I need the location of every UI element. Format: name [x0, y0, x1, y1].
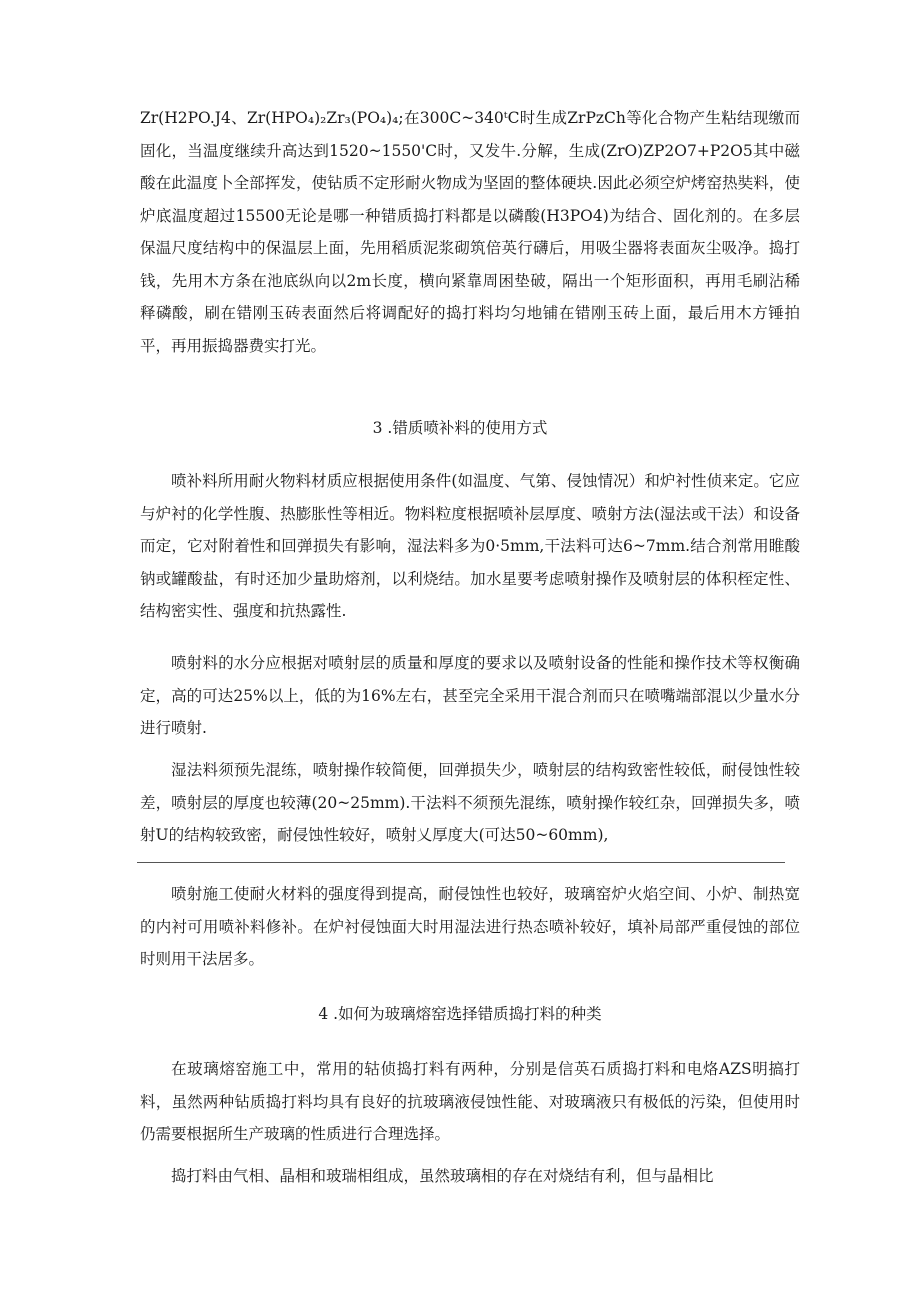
- paragraph-wet-dry-method: 湿法料须预先混练，喷射操作较简便，回弹损失少，喷射层的结构致密性较低，耐侵蚀性较差，喷射层的厚度也较薄(20~25mm).干法料不须预先混练，喷射操作较红杂，回弹损失多，喷射U的结构较致密，耐侵蚀性较好，喷射乂厚度大(可达50~60mm),: [140, 761, 800, 844]
- paragraph-ramming-phases: 捣打料由气相、晶相和玻瑞相组成，虽然玻璃相的存在对烧结有利，但与晶相比: [171, 1167, 714, 1185]
- paragraph-ramming-types: 在玻璃熔窑施工中，常用的轱侦捣打料有两种，分别是信英石质捣打料和电烙AZS明搞打料，虽然两种钻质捣打料均具有良好的抗玻璃液侵蚀性能、对玻璃液只有极低的污染，但使用时仍需要根据所生产玻璃的性质进行合理选择。: [140, 1060, 800, 1143]
- section-heading-4: 4 .如何为玻璃熔窑选择错质捣打料的种类: [318, 1005, 602, 1023]
- paragraph-spray-construction: 喷射施工使耐火材料的强度得到提高，耐侵蚀性也较好，玻璃窑炉火焰空间、小炉、制热宽的内衬可用喷补料修补。在炉衬侵蚀面大时用湿法进行热态喷补较好，填补局部严重侵蚀的部位时则用干法居多。: [140, 885, 800, 968]
- paragraph-spray-material: 喷补料所用耐火物料材质应根据使用条件(如温度、气第、侵蚀情况）和炉衬性侦来定。它应与炉衬的化学性腹、热膨胀性等相近。物料粒度根据喷补层厚度、喷射方法(湿法或干法）和设备而定，它对附着性和回弹损失有影响，湿法料多为0·5mm,干法料可达6~7mm.结合剂常用睢酸钠或罐酸盐，有时还加少量助熔剂，以利烧结。加水星要考虑喷射操作及喷射层的体积桎定性、结构密实性、强度和抗热露性.: [140, 472, 800, 620]
- section-heading-3: 3 .错质喷补料的使用方式: [372, 419, 548, 437]
- paragraph-spray-moisture: 喷射料的水分应根据对喷射层的质量和厚度的要求以及喷射设备的性能和操作技术等权衡确定，高的可达25%以上，低的为16%左右，甚至完全采用干混合剂而只在喷嘴端部混以少量水分进行喷射.: [140, 654, 800, 737]
- page-divider: [137, 862, 785, 863]
- paragraph-zirconium-phosphate: Zr(H2PO.J4、Zr(HPO₄)₂Zr₃(PO₄)₄;在300C~340ᵗC时生成ZrPzCh等化合物产生粘结现缴而固化，当温度继续升高达到1520~1550'C时，又发牛.分解，生成(ZrO)ZP2O7+P2O5其中磁酸在此温度卜全部挥发，使钻质不定形耐火物成为坚固的整体硬块.因此必须空炉烤窑热奘料，使炉底温度超过15500无论是哪一种错质捣打料都是以磷酸(H3PO4)为结合、固化剂的。在多层保温尺度结构中的保温层上面，先用稻质泥浆砌筑倍英行礴后，用吸尘器将表面灰尘吸净。捣打钱，先用木方条在池底纵向以2m长度，横向紧靠周困垫破，隔出一个矩形面积，再用毛刷沾稀释磷酸，刷在错刚玉砖表面然后将调配好的捣打料均匀地铺在错刚玉砖上面，最后用木方锤拍平，再用振捣器费实打光。: [140, 109, 800, 355]
